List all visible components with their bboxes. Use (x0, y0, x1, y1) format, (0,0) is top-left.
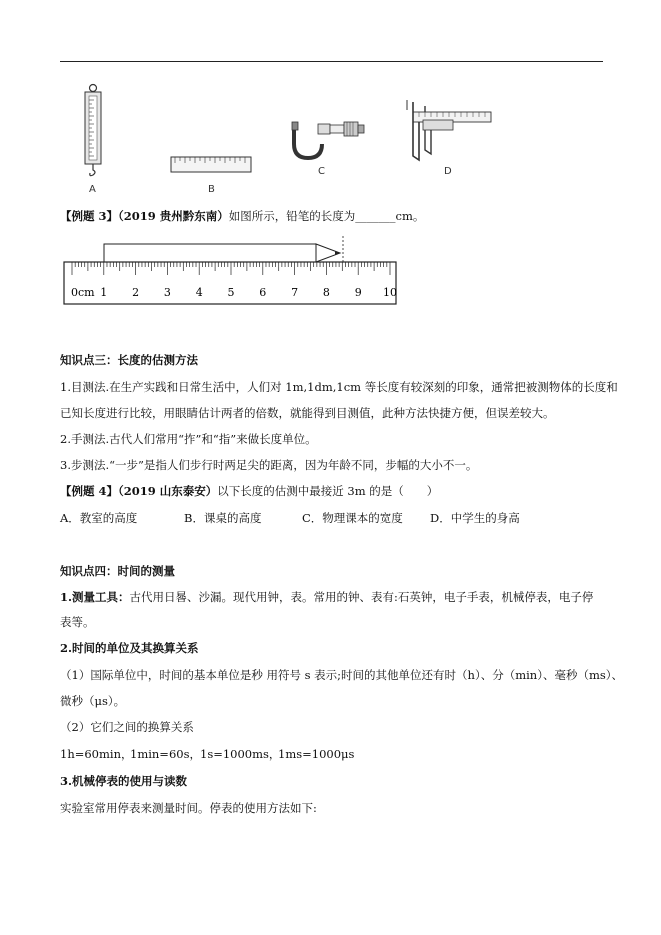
conversion-second: 1s=1000ms， (200, 747, 281, 761)
figure-label-c: C (318, 166, 325, 177)
spring-scale-image (78, 82, 108, 178)
example3-blank: _______ (355, 209, 396, 223)
example3-source: （2019 贵州黔东南） (118, 209, 229, 223)
example4-text: 以下长度的估测中最接近 3m 的是（ ） (217, 484, 439, 498)
ruler-number: 7 (291, 286, 299, 299)
stopwatch-text: 实验室常用停表来测量时间。停表的使用方法如下: (60, 801, 317, 815)
figure-label-a: A (89, 184, 96, 195)
ruler-number: 6 (259, 286, 267, 299)
example3-line (60, 208, 424, 224)
option-a: A．教室的高度 (60, 511, 138, 525)
tools-text: 古代用日晷、沙漏。现代用钟，表。常用的钟、表有:石英钟，电子手表，机械停表，电子停 (129, 590, 594, 604)
units-p1-line2: 微秒（μs）。 (60, 694, 126, 708)
ruler-number: 1 (100, 286, 108, 299)
conversions-row (60, 746, 480, 762)
ruler-image (170, 156, 252, 174)
conversion-hour: 1h=60min， (60, 747, 133, 761)
ruler-number: 4 (195, 286, 203, 299)
conversion-minute: 1min=60s， (130, 747, 201, 761)
section4-title: 知识点四：时间的测量 (60, 564, 175, 578)
tools-heading: 1.测量工具： (60, 590, 130, 604)
ruler-number: 8 (322, 286, 330, 299)
ruler-unit-label: 0cm (71, 286, 95, 299)
conversion-millisecond: 1ms=1000μs (278, 747, 355, 761)
ruler-number: 10 (383, 286, 397, 299)
section3-p1-line1: 1.目测法.在生产实践和日常生活中，人们对 1m,1dm,1cm 等长度有较深刻的印象，通常把被测物体的长度和 (60, 380, 618, 394)
example3-unit: cm。 (395, 209, 425, 223)
figure-label-d: D (444, 166, 452, 177)
pencil-ruler-diagram (60, 234, 400, 306)
example3-tag: 【例题 3】 (60, 209, 119, 223)
example4-options (60, 510, 600, 526)
section3-title: 知识点三：长度的估测方法 (60, 353, 198, 367)
units-p2: （2）它们之间的换算关系 (60, 720, 194, 734)
example4-tag: 【例题 4】 (60, 484, 119, 498)
section3-p1-line2: 已知长度进行比较，用眼睛估计两者的倍数，就能得到目测值，此种方法快捷方便，但误差较大。 (60, 406, 555, 420)
ruler-number: 9 (354, 286, 362, 299)
option-c: C．物理课本的宽度 (302, 511, 403, 525)
option-b: B．课桌的高度 (184, 511, 262, 525)
vernier-caliper-image (405, 98, 493, 164)
ruler-number: 3 (163, 286, 171, 299)
example4-source: （2019 山东泰安） (118, 484, 218, 498)
section4-tools-line2: 表等。 (60, 615, 95, 629)
example4-line (60, 483, 438, 499)
stopwatch-heading: 3.机械停表的使用与读数 (60, 774, 188, 788)
instrument-figure (60, 80, 603, 200)
section3-p3: 3.步测法.“一步”是指人们步行时两足尖的距离，因为年龄不同，步幅的大小不一。 (60, 458, 478, 472)
units-heading: 2.时间的单位及其换算关系 (60, 641, 199, 655)
pencil-image (104, 236, 343, 264)
ruler-number: 2 (132, 286, 140, 299)
section4-tools-line1 (60, 589, 593, 605)
ruler-number: 5 (227, 286, 235, 299)
option-d: D．中学生的身高 (430, 511, 520, 525)
units-p1-line1: （1）国际单位中，时间的基本单位是秒 用符号 s 表示;时间的其他单位还有时（h）、分（min）、毫秒（ms）、 (60, 668, 624, 682)
figure-label-b: B (208, 184, 215, 195)
section3-p2: 2.手测法.古代人们常用“拃”和“指”来做长度单位。 (60, 432, 317, 446)
example3-text: 如图所示，铅笔的长度为 (228, 209, 356, 223)
micrometer-image (288, 118, 368, 162)
header-rule (60, 61, 603, 62)
